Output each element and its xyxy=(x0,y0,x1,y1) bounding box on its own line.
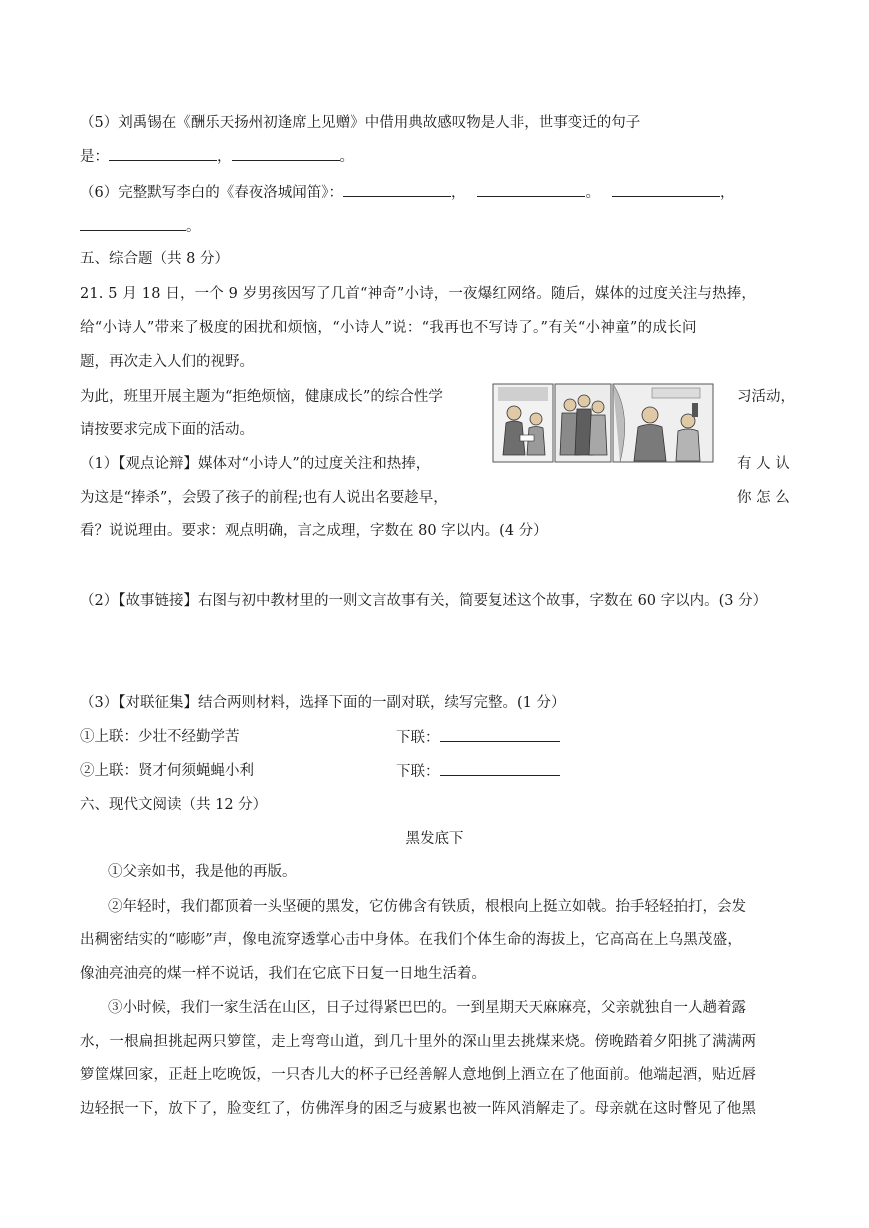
q6-line-2 xyxy=(80,216,201,237)
q5-end: 。 xyxy=(339,149,354,165)
p2: （2）【故事链接】右图与初中教材里的一则文言故事有关，简要复述这个故事，字数在 60 字以内。(3 分） xyxy=(80,593,768,609)
q21-line-3: 题，再次走入人们的视野。 xyxy=(80,354,254,370)
article-title: 黑发底下 xyxy=(405,831,464,847)
q21-line-2: 给“小诗人”带来了极度的困扰和烦恼，“小诗人”说：“我再也不写诗了。”有关“小神童”的成长问 xyxy=(80,320,697,336)
para-3-line-1: ③小时候，我们一家生活在山区，日子过得紧巴巴的。一到星期天天麻麻亮，父亲就独自一人趟着露 xyxy=(108,1000,746,1016)
q6-blank-3[interactable] xyxy=(612,182,720,197)
para-3-line-4: 边轻抿一下，放下了，脸变红了，仿佛浑身的困乏与疲累也被一阵风消解走了。母亲就在这时瞥见了他黑 xyxy=(80,1101,757,1117)
p1-right: 有 人 认 xyxy=(737,456,790,472)
couplet-1: ①上联：少壮不经勤学苦 xyxy=(80,729,240,745)
q5-blank-2[interactable] xyxy=(232,146,340,161)
q6-blank-1[interactable] xyxy=(343,182,451,197)
q6-end: 。 xyxy=(186,219,201,235)
q21-line-1: 21. 5 月 18 日，一个 9 岁男孩因写了几首“神奇”小诗，一夜爆红网络。随后，媒体的过度关注与热捧， xyxy=(80,286,757,302)
couplet-2: ②上联：贤才何须蝇蝇小利 xyxy=(80,763,254,779)
section6-heading: 六、现代文阅读（共 12 分） xyxy=(80,797,268,813)
q5-blank-1[interactable] xyxy=(109,146,217,161)
q6-sep1: ， xyxy=(450,185,466,201)
q5-sep: ， xyxy=(217,149,232,165)
couplet-1-lower xyxy=(396,727,560,748)
story-illustration xyxy=(492,383,714,463)
illustration-svg xyxy=(492,383,714,463)
q5-answer-line xyxy=(80,146,354,167)
q6-line xyxy=(80,182,734,203)
q5-text: （5）刘禹锡在《酬乐天扬州初逢席上见赠》中借用典故感叹物是人非，世事变迁的句子 xyxy=(80,115,641,131)
para-3-line-2: 水，一根扁担挑起两只箩筐，走上弯弯山道，到几十里外的深山里去挑煤来烧。傍晚踏着夕阳挑了满满两 xyxy=(80,1034,757,1050)
para-2-line-1: ②年轻时，我们都顶着一头坚硬的黑发，它仿佛含有铁质，根根向上挺立如戟。抬手轻轻拍打，会发 xyxy=(108,899,746,915)
couplet-1-blank[interactable] xyxy=(440,727,560,742)
p1-line-2-right: 你 怎 么 xyxy=(737,490,790,506)
intro-line-2: 请按要求完成下面的活动。 xyxy=(80,422,254,438)
q6-text: （6）完整默写李白的《春夜洛城闻笛》： xyxy=(80,185,343,201)
para-3-line-3: 箩筐煤回家，正赶上吃晚饭，一只杏儿大的杯子已经善解人意地倒上酒立在了他面前。他端起酒，贴近唇 xyxy=(80,1067,757,1083)
p3: （3）【对联征集】结合两则材料，选择下面的一副对联，续写完整。(1 分） xyxy=(80,695,566,711)
q6-sep2: 。 xyxy=(585,185,600,201)
q6-blank-4[interactable] xyxy=(80,216,186,231)
p1-left: （1）【观点论辩】媒体对“小诗人”的过度关注和热捧， xyxy=(80,456,431,472)
para-2-line-3: 像油亮油亮的煤一样不说话，我们在它底下日复一日地生活着。 xyxy=(80,966,486,982)
q5-prefix: 是： xyxy=(80,149,109,165)
para-2-line-2: 出稠密结实的“嘭嘭”声，像电流穿透掌心击中身体。在我们个体生命的海拔上，它高高在上乌黑茂盛， xyxy=(80,932,743,948)
couplet-2-lower xyxy=(396,761,560,782)
intro-left: 为此，班里开展主题为“拒绝烦恼，健康成长”的综合性学 xyxy=(80,389,443,405)
lower-label-1: 下联： xyxy=(396,730,440,746)
q6-sep3: ， xyxy=(719,185,735,201)
q6-blank-2[interactable] xyxy=(477,182,585,197)
couplet-2-blank[interactable] xyxy=(440,761,560,776)
para-1: ①父亲如书，我是他的再版。 xyxy=(108,864,297,880)
p1-line-3: 看？说说理由。要求：观点明确，言之成理，字数在 80 字以内。(4 分） xyxy=(80,523,548,539)
p1-line-2-left: 为这是“捧杀”，会毁了孩子的前程;也有人说出名要趁早， xyxy=(80,490,448,506)
section5-heading: 五、综合题（共 8 分） xyxy=(80,251,229,267)
lower-label-2: 下联： xyxy=(396,764,440,780)
intro-right: 习活动， xyxy=(737,389,795,405)
